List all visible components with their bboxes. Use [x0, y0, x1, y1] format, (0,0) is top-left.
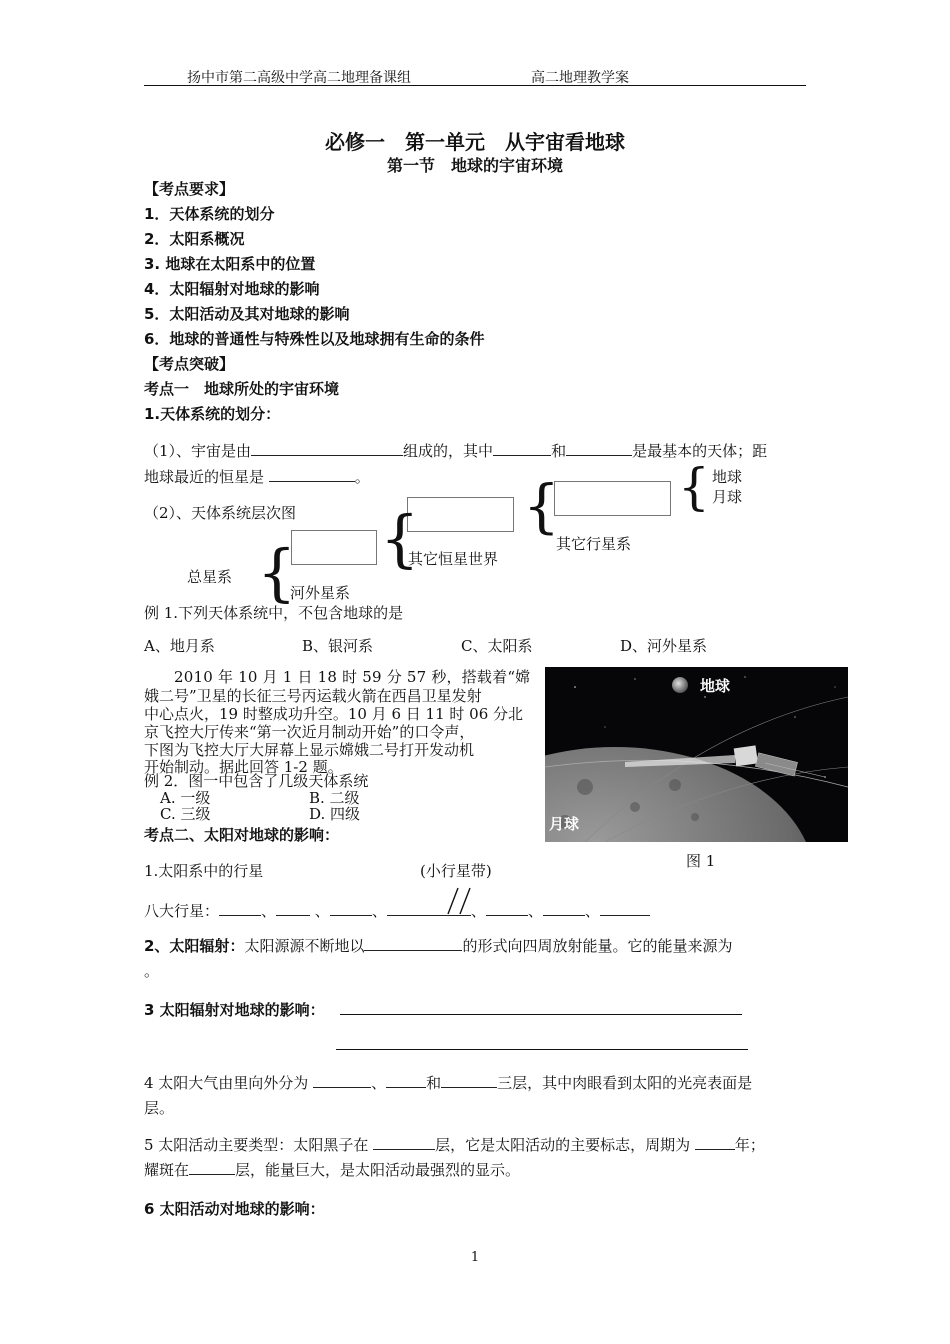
figure-earth-label: 地球 [700, 677, 731, 695]
blank-radiation-form[interactable] [364, 936, 462, 951]
blank-planet-6[interactable] [486, 901, 528, 916]
label-extragalactic: 河外星系 [290, 584, 351, 602]
brace-earth-moon: { [678, 458, 710, 516]
answer-line[interactable] [340, 1014, 742, 1015]
requirement-item: 1．天体系统的划分 [144, 205, 275, 223]
header-left: 扬中市第二高级中学高二地理备课组 [187, 70, 411, 86]
earth-icon [672, 677, 688, 693]
point1-sub: 1.天体系统的划分： [144, 405, 281, 423]
label-other-planets: 其它行星系 [556, 535, 632, 553]
q4-line2: 层。 [144, 1099, 175, 1117]
figure-moon-label: 月球 [549, 815, 580, 833]
page-subtitle: 第一节 地球的宇宙环境 [386, 156, 563, 175]
blank-body1[interactable] [493, 441, 551, 456]
requirement-item: 6．地球的普通性与特殊性以及地球拥有生命的条件 [144, 330, 485, 348]
figure-caption: 图 1 [686, 852, 716, 870]
q5-line1: 5 太阳活动主要类型：太阳黑子在 层，它是太阳活动的主要标志，周期为 年； [144, 1136, 765, 1154]
blank-universe[interactable] [251, 441, 403, 456]
page-number: 1 [470, 1250, 480, 1265]
requirement-item: 4．太阳辐射对地球的影响 [144, 280, 320, 298]
blank-planet-8[interactable] [600, 901, 650, 916]
q5-line2: 耀斑在 层，能量巨大，是太阳活动最强烈的显示。 [144, 1161, 521, 1179]
q6-label: 6 太阳活动对地球的影响： [144, 1200, 325, 1218]
planets-line2: 八大行星： 、 、 、 、 、 、 [144, 900, 650, 921]
passage-line: 娥二号”卫星的长征三号丙运载火箭在西昌卫星发射 [144, 687, 482, 705]
blank-period[interactable] [695, 1135, 735, 1150]
planets-line1: 1.太阳系中的行星 [144, 862, 264, 880]
example1-option[interactable]: A、地月系 [144, 637, 215, 655]
example2-option[interactable]: C. 三级 [160, 805, 211, 823]
blank-flare-layer[interactable] [189, 1160, 235, 1175]
passage-line: 开始制动。据此回答 1-2 题。 [144, 758, 343, 776]
brace-total: { [257, 536, 297, 609]
breakthrough-heading: 【考点突破】 [144, 355, 235, 373]
asteroid-belt-slashes [440, 886, 480, 916]
blank-layer-2[interactable] [386, 1073, 426, 1088]
requirement-item: 3. 地球在太阳系中的位置 [144, 255, 316, 273]
blank-planet-4[interactable] [387, 901, 429, 916]
hierarchy-label: （2）、天体系统层次图 [144, 504, 297, 522]
blank-layer-1[interactable] [313, 1073, 371, 1088]
passage-line: 京飞控大厅传来“第一次近月制动开始”的口令声， [144, 723, 475, 741]
page-title: 必修一 第一单元 从宇宙看地球 [325, 130, 625, 154]
label-total-galaxy: 总星系 [187, 568, 233, 586]
header-rule [144, 85, 806, 86]
passage-line: 2010 年 10 月 1 日 18 时 59 分 57 秒，搭载着“嫦 [174, 668, 531, 686]
blank-planet-2[interactable] [276, 901, 310, 916]
passage-line: 中心点火，19 时整成功升空。10 月 6 日 11 时 06 分北 [144, 705, 524, 723]
blank-nearest-star[interactable] [269, 467, 355, 482]
spacecraft-illustration [545, 667, 848, 842]
blank-box-galaxy[interactable] [291, 530, 377, 565]
header-right: 高二地理教学案 [531, 70, 629, 86]
asteroid-belt-label: (小行星带) [420, 862, 492, 880]
example2-option[interactable]: D. 四级 [309, 805, 361, 823]
figure-1-image [545, 667, 848, 842]
radiation-line2: 。 [144, 962, 160, 980]
blank-body2[interactable] [566, 441, 632, 456]
blank-planet-3[interactable] [330, 901, 372, 916]
brace-solar: { [523, 472, 560, 540]
label-moon: 月球 [712, 488, 743, 506]
q1-line2: 地球最近的恒星是 。 [144, 468, 370, 486]
example2-option[interactable]: B. 二级 [309, 789, 360, 807]
radiation-line1: 2、太阳辐射：太阳源源不断地以 的形式向四周放射能量。它的能量来源为 [144, 937, 733, 955]
blank-box-milky-way[interactable] [407, 497, 514, 532]
q3-label: 3 太阳辐射对地球的影响： [144, 1001, 325, 1019]
example2-option[interactable]: A. 一级 [160, 789, 211, 807]
point2-heading: 考点二、太阳对地球的影响： [144, 826, 340, 844]
blank-planet-1[interactable] [219, 901, 261, 916]
requirement-item: 5．太阳活动及其对地球的影响 [144, 305, 350, 323]
blank-planet-7[interactable] [543, 901, 585, 916]
label-earth: 地球 [712, 468, 743, 486]
blank-sunspot-layer[interactable] [373, 1135, 435, 1150]
example1-option[interactable]: C、太阳系 [461, 637, 533, 655]
example1-option[interactable]: B、银河系 [302, 637, 374, 655]
answer-line[interactable] [336, 1049, 748, 1050]
requirements-heading: 【考点要求】 [144, 180, 235, 198]
blank-layer-3[interactable] [441, 1073, 497, 1088]
blank-box-solar-system[interactable] [554, 481, 671, 516]
q1-line1: （1）、宇宙是由 组成的，其中 和 是最基本的天体；距 [144, 442, 768, 460]
q4-line1: 4 太阳大气由里向外分为 、 和 三层，其中肉眼看到太阳的光亮表面是 [144, 1074, 753, 1092]
example2-question: 例 2．图一中包含了几级天体系统 [144, 772, 369, 790]
example1-option[interactable]: D、河外星系 [620, 637, 708, 655]
requirement-item: 2．太阳系概况 [144, 230, 245, 248]
brace-milky-way: { [380, 502, 420, 575]
passage-line: 下图为飞控大厅大屏幕上显示嫦娥二号打开发动机 [144, 741, 475, 759]
point1-heading: 考点一 地球所处的宇宙环境 [144, 380, 340, 398]
label-other-stars: 其它恒星世界 [408, 550, 499, 568]
example1-question: 例 1.下列天体系统中，不包含地球的是 [144, 604, 404, 622]
